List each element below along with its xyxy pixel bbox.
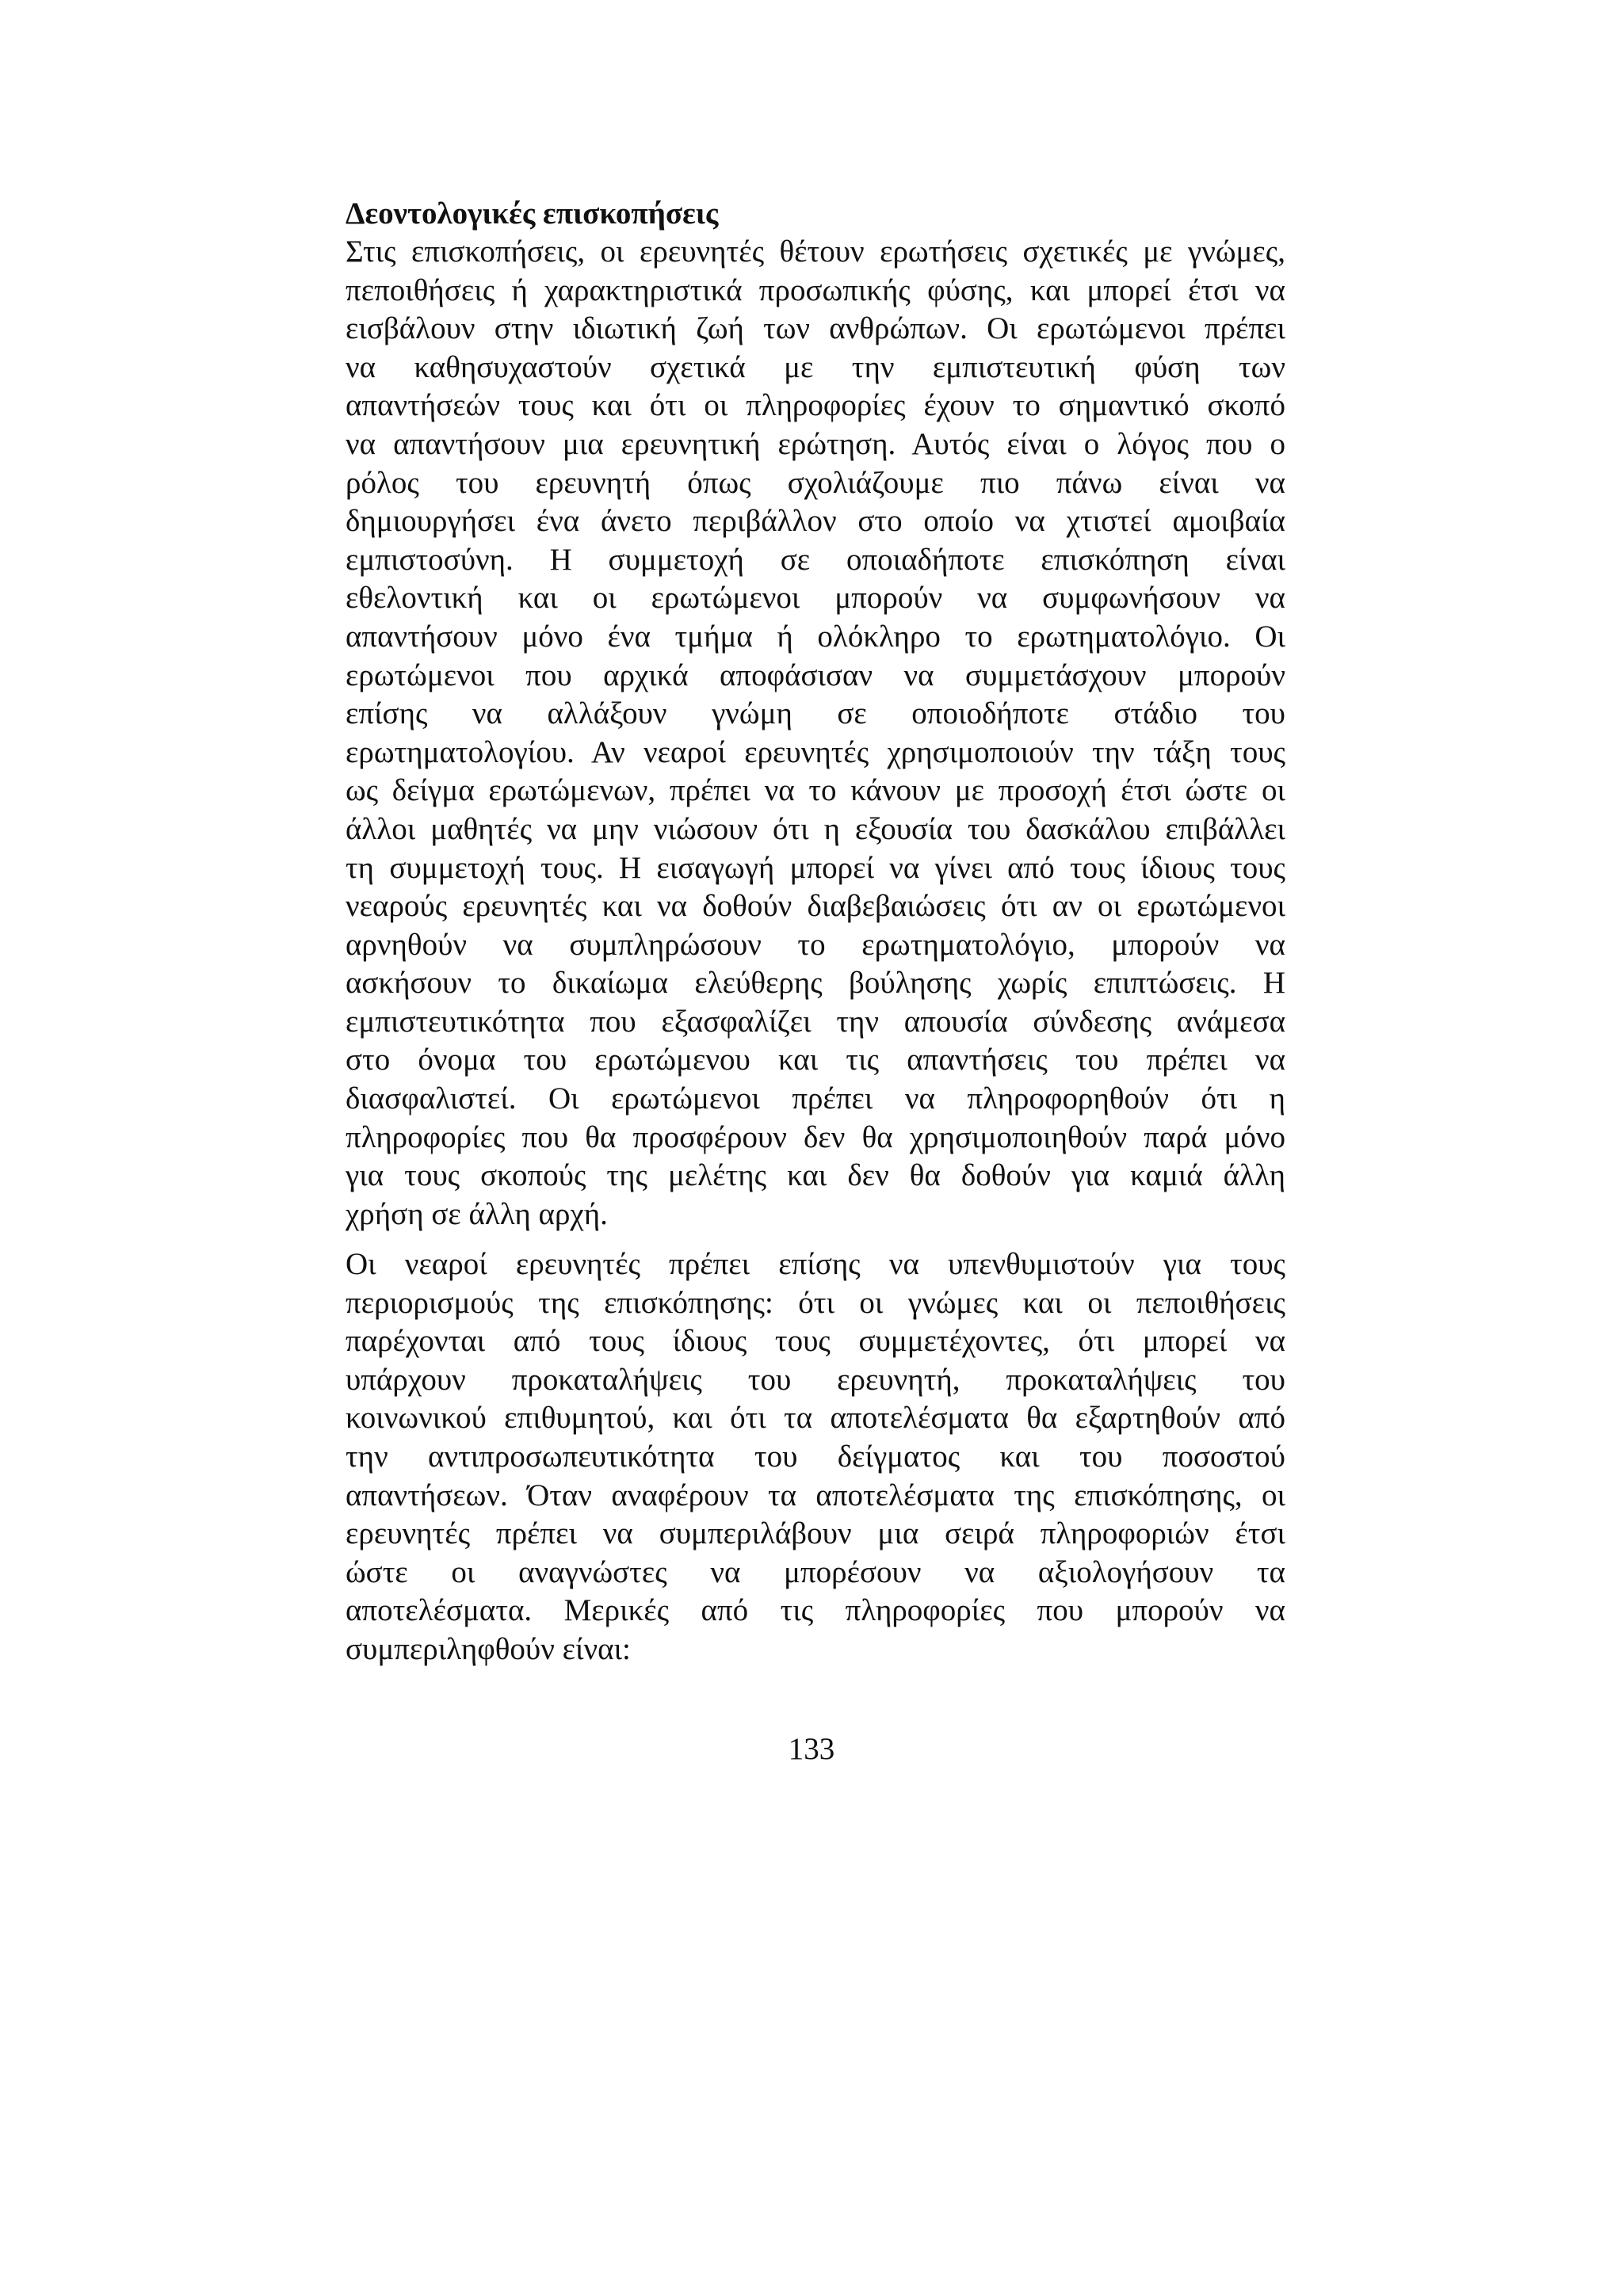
text-line: αρνηθούν να συμπληρώσουν το ερωτηματολόγιο, μπορούν να [346, 927, 1285, 962]
text-line: διασφαλιστεί. Οι ερωτώμενοι πρέπει να πληροφορηθούν ότι η [346, 1081, 1285, 1116]
text-line: εθελοντική και οι ερωτώμενοι μπορούν να συμφωνήσουν να [346, 581, 1285, 616]
text-line: πληροφορίες που θα προσφέρουν δεν θα χρησιμοποιηθούν παρά μόνο [346, 1119, 1285, 1154]
text-line: την αντιπροσωπευτικότητα του δείγματος και του ποσοστού [346, 1439, 1285, 1474]
text-line: συμπεριληφθούν είναι: [346, 1631, 631, 1666]
page-number: 133 [788, 1732, 835, 1766]
text-line: ασκήσουν το δικαίωμα ελεύθερης βούλησης χωρίς επιπτώσεις. Η [346, 966, 1285, 1001]
text-line: πεποιθήσεις ή χαρακτηριστικά προσωπικής φύσης, και μπορεί έτσι να [346, 273, 1285, 307]
text-line: κοινωνικού επιθυμητού, και ότι τα αποτελέσματα θα εξαρτηθούν από [346, 1401, 1285, 1436]
text-line: άλλοι μαθητές να μην νιώσουν ότι η εξουσία του δασκάλου επιβάλλει [346, 811, 1285, 846]
text-line: νεαρούς ερευνητές και να δοθούν διαβεβαιώσεις ότι αν οι ερωτώμενοι [346, 889, 1285, 924]
text-line: ώστε οι αναγνώστες να μπορέσουν να αξιολογήσουν τα [346, 1554, 1285, 1589]
text-line: Οι νεαροί ερευνητές πρέπει επίσης να υπενθυμιστούν για τους [346, 1247, 1285, 1281]
section-heading: Δεοντολογικές επισκοπήσεις [346, 196, 719, 231]
text-line: ερωτηματολογίου. Αν νεαροί ερευνητές χρησιμοποιούν την τάξη τους [346, 734, 1285, 769]
text-line: ερωτώμενοι που αρχικά αποφάσισαν να συμμετάσχουν μπορούν [346, 658, 1285, 692]
text-line: επίσης να αλλάξουν γνώμη σε οποιοδήποτε στάδιο του [346, 696, 1285, 731]
text-line: ως δείγμα ερωτώμενων, πρέπει να το κάνουν με προσοχή έτσι ώστε οι [346, 773, 1285, 808]
text-line: εμπιστευτικότητα που εξασφαλίζει την απουσία σύνδεσης ανάμεσα [346, 1004, 1285, 1039]
text-line: ερευνητές πρέπει να συμπεριλάβουν μια σειρά πληροφοριών έτσι [346, 1516, 1285, 1551]
text-line: υπάρχουν προκαταλήψεις του ερευνητή, προκαταλήψεις του [346, 1362, 1285, 1397]
text-line: απαντήσουν μόνο ένα τμήμα ή ολόκληρο το ερωτηματολόγιο. Οι [346, 619, 1285, 654]
text-line: εισβάλουν στην ιδιωτική ζωή των ανθρώπων. Οι ερωτώμενοι πρέπει [346, 311, 1285, 346]
text-line: εμπιστοσύνη. Η συμμετοχή σε οποιαδήποτε επισκόπηση είναι [346, 542, 1285, 577]
text-line: να καθησυχαστούν σχετικά με την εμπιστευτική φύση των [346, 349, 1285, 384]
text-line: απαντήσεών τους και ότι οι πληροφορίες έχουν το σημαντικό σκοπό [346, 388, 1285, 423]
text-line: για τους σκοπούς της μελέτης και δεν θα δοθούν για καμιά άλλη [346, 1158, 1285, 1193]
text-line: απαντήσεων. Όταν αναφέρουν τα αποτελέσματα της επισκόπησης, οι [346, 1478, 1285, 1512]
paragraph-2 [346, 1245, 1285, 1669]
text-line: χρήση σε άλλη αρχή. [346, 1196, 608, 1231]
text-line: στο όνομα του ερωτώμενου και τις απαντήσεις του πρέπει να [346, 1043, 1285, 1077]
paragraph-1 [346, 233, 1285, 1234]
text-line: δημιουργήσει ένα άνετο περιβάλλον στο οποίο να χτιστεί αμοιβαία [346, 504, 1285, 539]
text-line: αποτελέσματα. Μερικές από τις πληροφορίες που μπορούν να [346, 1593, 1285, 1628]
text-line: περιορισμούς της επισκόπησης: ότι οι γνώμες και οι πεποιθήσεις [346, 1285, 1285, 1320]
text-line: παρέχονται από τους ίδιους τους συμμετέχοντες, ότι μπορεί να [346, 1324, 1285, 1359]
text-line: ρόλος του ερευνητή όπως σχολιάζουμε πιο πάνω είναι να [346, 465, 1285, 500]
text-line: Στις επισκοπήσεις, οι ερευνητές θέτουν ερωτήσεις σχετικές με γνώμες, [346, 235, 1285, 269]
text-line: τη συμμετοχή τους. Η εισαγωγή μπορεί να γίνει από τους ίδιους τους [346, 850, 1285, 885]
text-line: να απαντήσουν μια ερευνητική ερώτηση. Αυτός είναι ο λόγος που ο [346, 426, 1285, 461]
